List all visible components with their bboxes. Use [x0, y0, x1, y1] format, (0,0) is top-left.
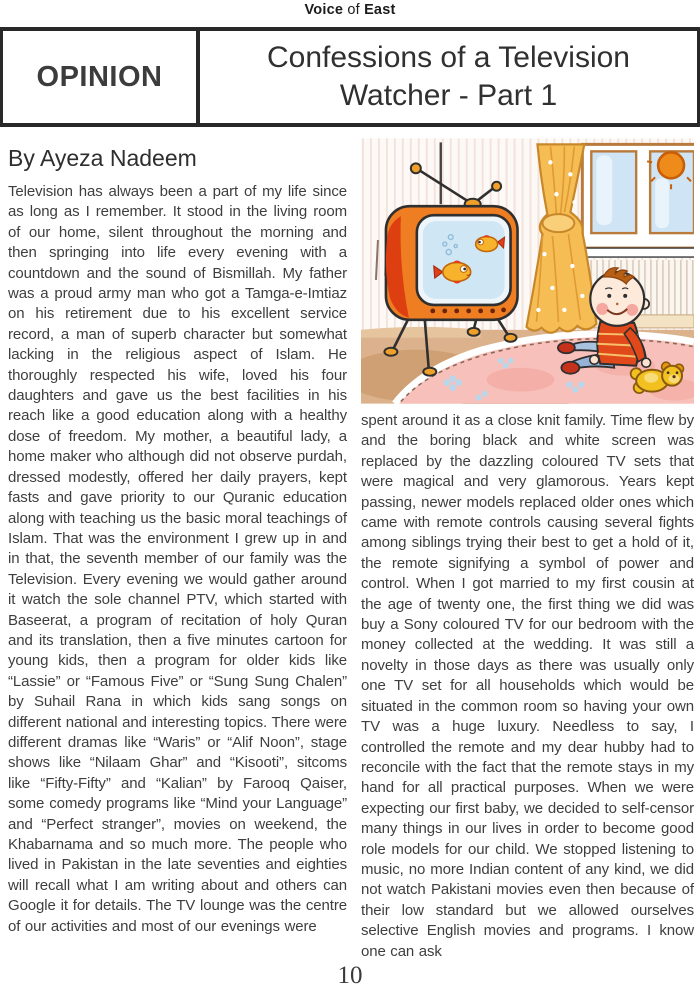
masthead: [0, 2, 700, 18]
article-illustration: [361, 138, 694, 404]
masthead-word-east: East: [364, 2, 396, 18]
masthead-word-voice: Voice: [304, 2, 344, 18]
section-label: OPINION: [36, 60, 163, 93]
right-column: [361, 138, 694, 962]
page-number: 10: [337, 962, 363, 989]
article-header: [0, 27, 700, 127]
article-text-column-1: Television has always been a part of my life since as long as I remember. It stood in the living room of our home, silent throughout the morning and then springing into life every evening with a countdown and the sound of Bismillah. My father was a proud army man who got a Tamga-e-Imtiaz on his retirement due to his excellent service record, a man of superb character but somewhat lacking in the religious aspect of Islam. He thoroughly respected his wife, loved his four daughters and gave us the best facilities in his reach like a good education along with a healthy dose of freedom. My mother, a beautiful lady, a home maker who although did not observe purdah, dressed modestly, offered her daily prayers, kept fasts and gave priority to our Quranic education along with teaching us the basic moral teachings of Islam. That was the environment I grew up in and in that, the seventh member of our family was the Television. Every evening we would gather around it watch the sole channel PTV, which started with Baseerat, a program of recitation of holy Quran and its translation, then a five minutes cartoon for young kids, then a program for older kids like “Lassie” or “Famous Five” or “Sung Sung Chalen” by Suhail Rana in which kids sang songs on different national and interesting topics. There were different dramas like “Waris” or “Alif Noon”, stage shows like “Nilaam Ghar” and “Kisooti”, sitcoms like “Fifty-Fifty” and “Kalian” by Farooq Qaiser, some comedy programs like “Mind your Language” and “Perfect stranger”, movies on weekend, the Khabarnama and so much more. The people who lived in Pakistan in the late seventies and eighties will recall what I am writing about and others can Google it for details. The TV lounge was the centre of our activities and most of our evenings were: [8, 183, 347, 935]
title-cell: [200, 31, 697, 123]
article-title-line2: Watcher - Part 1: [339, 79, 558, 112]
article-text-column-2: spent around it as a close knit family. Time flew by and the boring black and white screen was replaced by the dazzling coloured TV sets that were magical and very glamorous. Years kept passing, newer models replaced older ones which came with remote controls causing several fights among siblings trying their best to get a hold of it, the remote signifying a symbol of power and control. When I got married to my first cousin at the age of twenty one, the first thing we did was buy a Sony coloured TV for our bedroom with the money collected at the wedding. It was still a novelty in those days as there was usually only one TV set for all households which would be situated in the common room so having your own TV was a huge luxury. Needless to say, I controlled the remote and my dear hubby had to reconcile with the fact that the remote stays in my hand for all practical purposes. When we were expecting our first baby, we decided to self-censor many things in our lives in order to become good role models for our child. We stopped listening to music, no more Indian content of any kind, we did not watch Pakistani movies even then because of their low standard but we allowed ourselves selective English movies and programs. I know one can ask: [361, 412, 694, 960]
article-title-line1: Confessions of a Television: [267, 41, 630, 74]
masthead-word-of: of: [347, 2, 360, 18]
left-column: [8, 145, 347, 937]
section-cell: [3, 31, 200, 123]
byline: By Ayeza Nadeem: [8, 145, 197, 171]
